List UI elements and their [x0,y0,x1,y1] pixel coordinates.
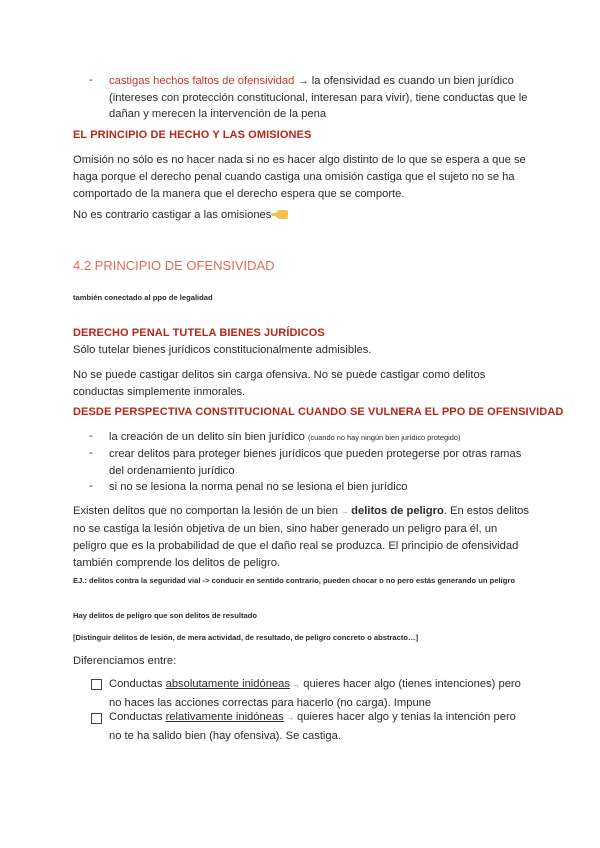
arrow-glyph: → [286,715,294,722]
checklist-item [109,676,529,711]
paragraph-existen [73,503,533,572]
note-hay-delitos: Hay delitos de peligro que son delitos de resultado [73,611,257,620]
item-text: Conductas [109,678,166,690]
pointing-hand-icon [276,210,288,219]
list-item [109,429,529,447]
heading-tutela: DERECHO PENAL TUTELA BIENES JURÍDICOS [73,327,325,339]
item-text: la ofensividad es cuando un bien jurídico (intereses con protección constitucional, interesan para vivir), tiene conductas que le dañan y merecen la intervención de la pena [109,75,528,120]
item-note: (cuando no hay ningún bien jurídico protegido) [308,433,461,442]
ofensividad-bullet-item [109,73,529,123]
underlined-term: relativamente inidóneas [165,711,284,723]
paragraph-omision: Omisión no sólo es no hacer nada si no es hacer algo distinto de lo que se espera a que se haga porque el derecho penal cuando castiga una omisión castiga que el sujeto no se ha comportado de la manera que el derecho espera que se comporte. [73,154,526,200]
item-text: quieres hacer algo (tienes intenciones) pero no haces las acciones correctas para hacerlo (no carga). Impune [109,678,521,709]
item-text: si no se lesiona la norma penal no se lesiona el bien jurídico [109,481,408,493]
list-item [109,446,529,479]
list-bullet: - [89,430,93,442]
heading-desde-perspectiva: DESDE PERSPECTIVA CONSTITUCIONAL CUANDO SE VULNERA EL PPO DE OFENSIVIDAD [73,406,564,418]
highlight-text: castigas hechos faltos de ofensividad [109,75,295,87]
note-legalidad: también conectado al ppo de legalidad [73,293,213,302]
note-ejemplo: EJ.: delitos contra la seguridad vial -> conducir en sentido contrario, pueden chocar o no pero estás generando un peligro [73,576,515,585]
paragraph-no-castigar: No se puede castigar delitos sin carga ofensiva. No se puede castigar como delitos conductas simplemente inmorales. [73,369,486,398]
list-bullet: - [89,447,93,459]
arrow-glyph: → [297,75,309,87]
list-bullet: - [89,74,93,86]
arrow-glyph: → [341,509,349,516]
item-text: Conductas [109,711,166,723]
arrow-glyph: → [293,682,301,689]
list-item [109,479,529,496]
item-text: la creación de un delito sin bien jurídico [109,431,309,443]
paragraph-no-contrario [73,207,533,224]
paragraph-tutelar: Sólo tutelar bienes jurídicos constitucionalmente admisibles. [73,344,372,356]
item-text: quieres hacer algo y tenias la intención pero no te ha salido bien (hay ofensiva). Se castiga. [109,711,516,742]
paragraph-text: No es contrario castigar a las omisiones [73,209,272,221]
underlined-term: absolutamente inidóneas [165,678,290,690]
checkbox-icon[interactable] [91,713,102,724]
checkbox-icon[interactable] [91,679,102,690]
heading-omisiones: EL PRINCIPIO DE HECHO Y LAS OMISIONES [73,129,312,141]
paragraph-diferenciamos: Diferenciamos entre: [73,655,177,667]
bold-term: delitos de peligro [348,505,444,517]
paragraph-text: . En estos delitos no se castiga la lesión objetiva de un bien, sino haber generado un peligro para él, un peligro que es la probabilidad de que el daño real se produzca. El principio de ofensividad también comprende los delitos de peligro. [73,505,529,569]
paragraph-text: Existen delitos que no comportan la lesión de un bien [73,505,342,517]
note-distinguir: [Distinguir delitos de lesión, de mera actividad, de resultado, de peligro concreto o abstracto…] [73,633,419,642]
section-title: 4.2 PRINCIPIO DE OFENSIVIDAD [73,258,275,273]
item-text: crear delitos para proteger bienes jurídicos que pueden protegerse por otras ramas del ordenamiento jurídico [109,448,522,477]
checklist-item [109,709,529,744]
list-bullet: - [89,480,93,492]
